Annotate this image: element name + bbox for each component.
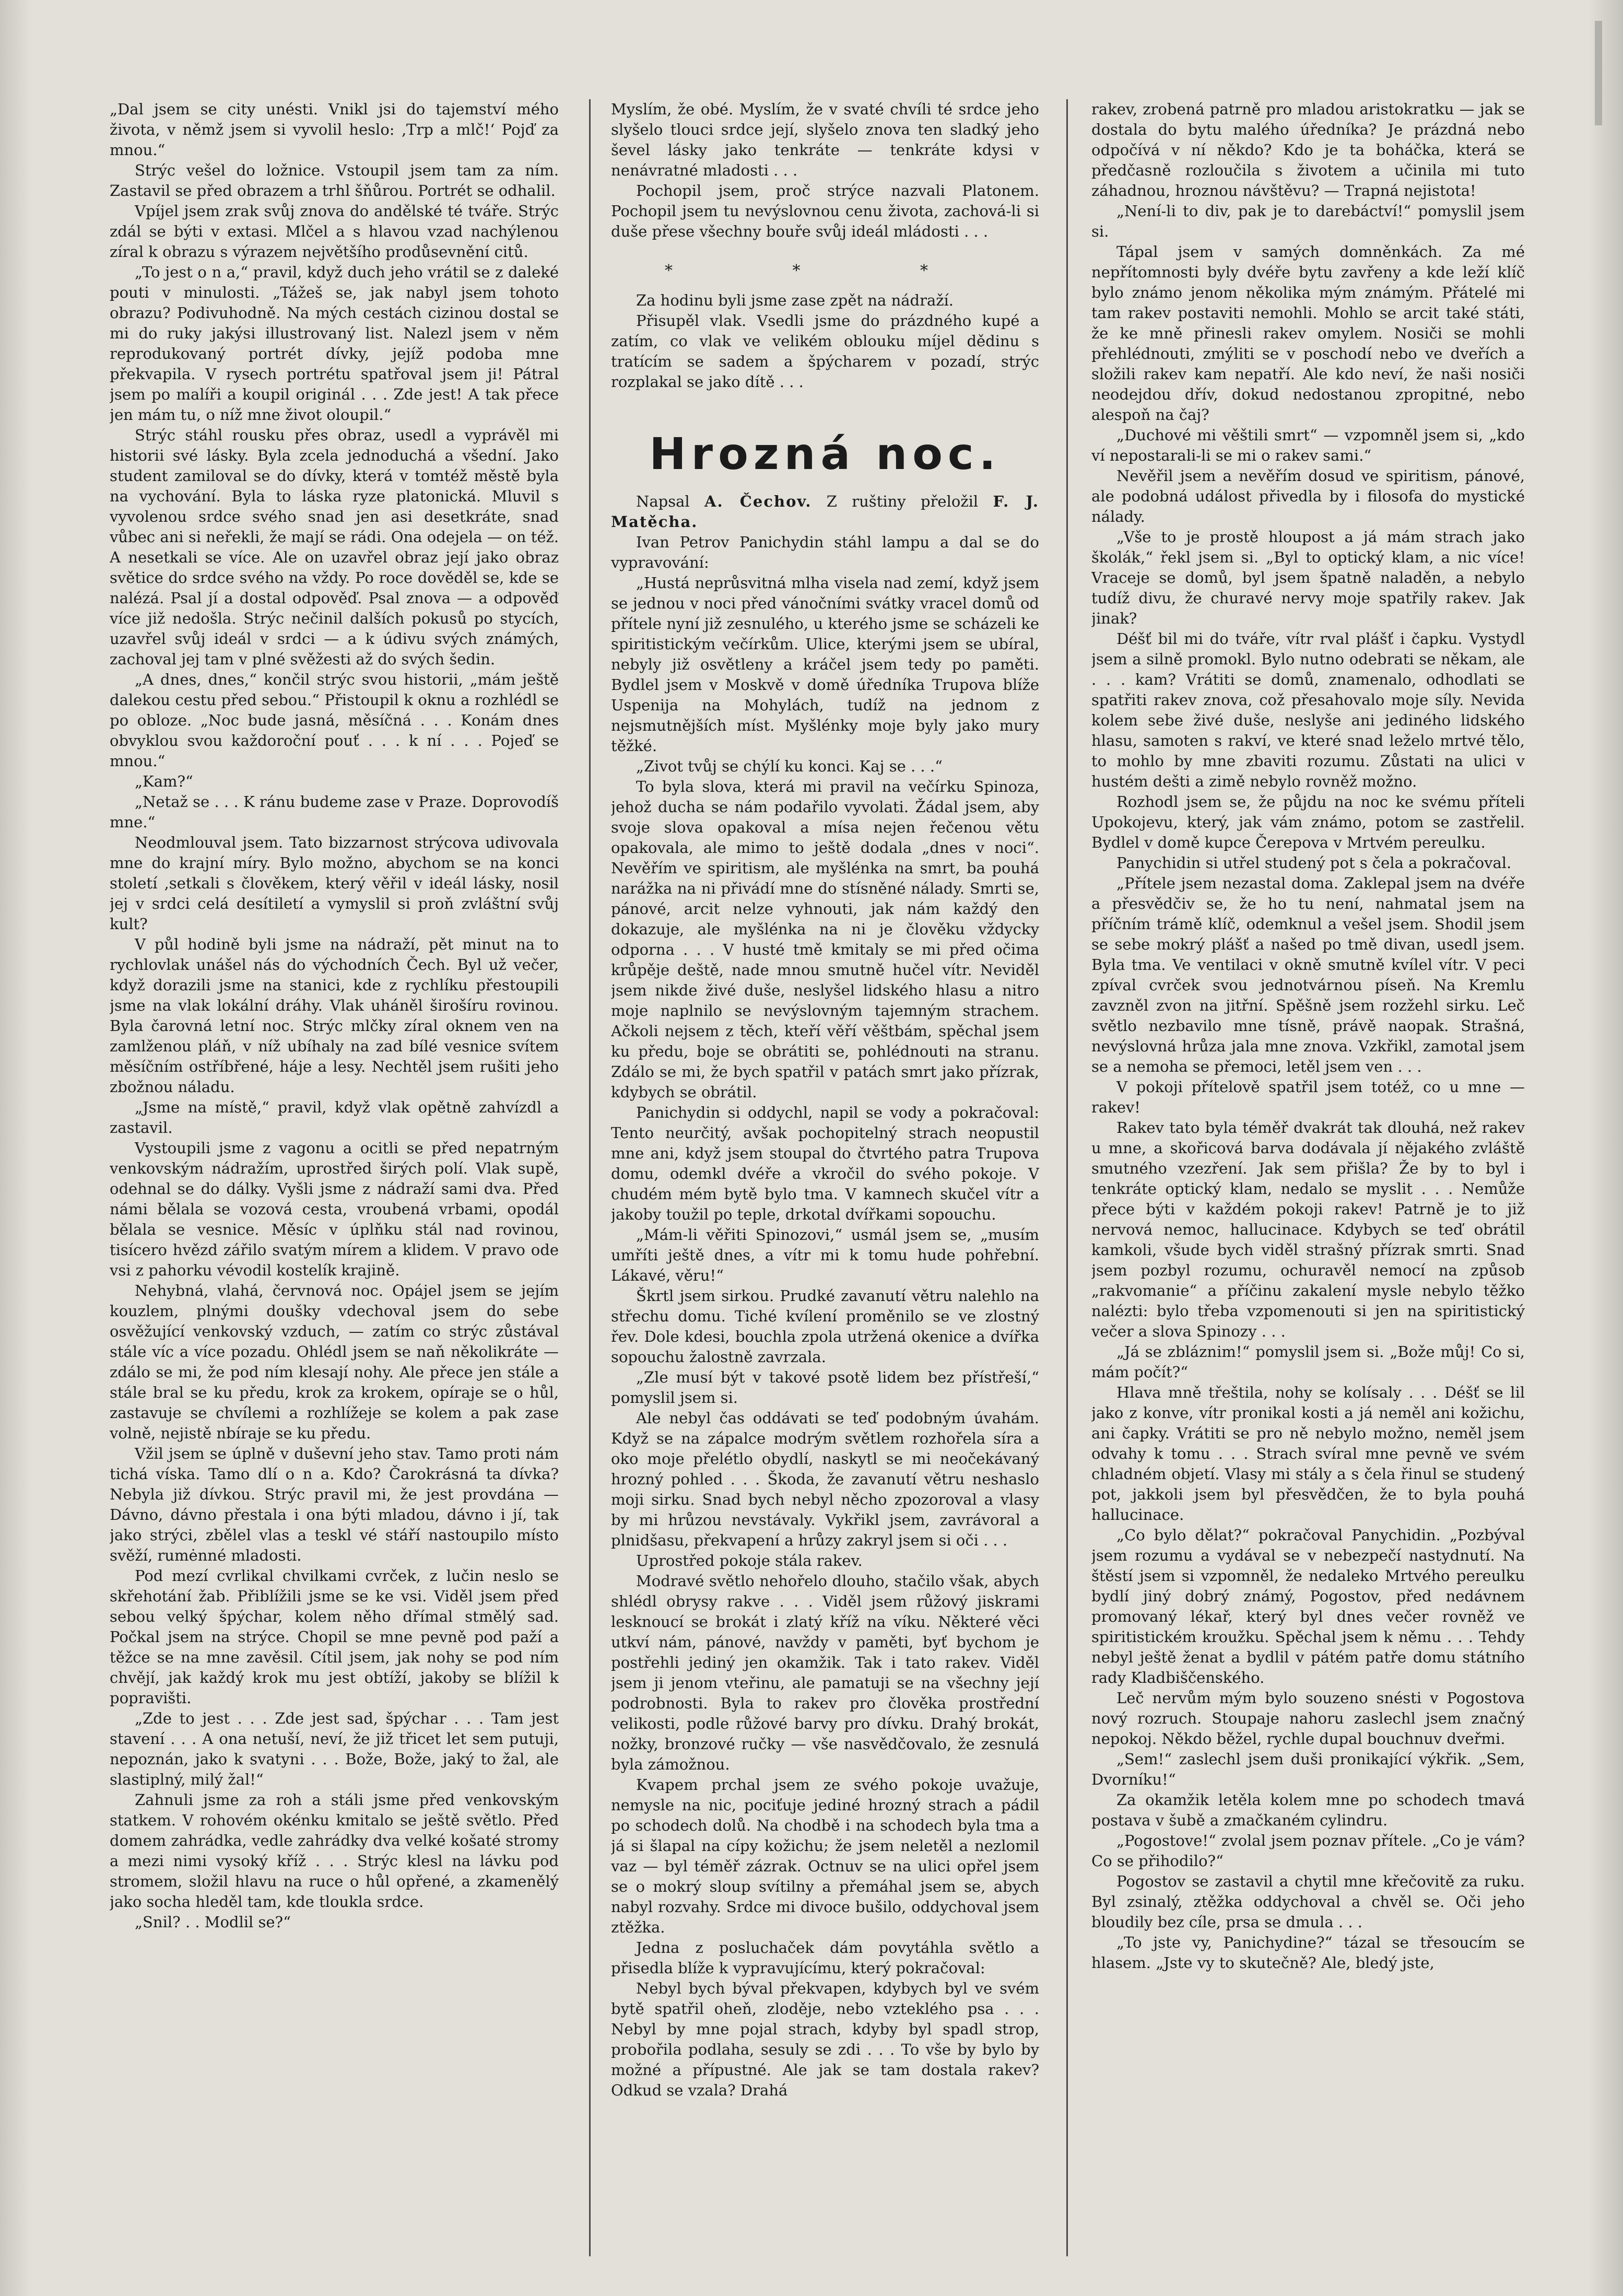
paragraph: „Kam?“ bbox=[135, 772, 193, 790]
paragraph: „Já se zbláznim!“ pomyslil jsem si. „Bože můj! Co si, mám počít?“ bbox=[1091, 1343, 1525, 1381]
column-1 bbox=[110, 99, 559, 2256]
paragraph: Neodmlouval jsem. Tato bizzarnost strýcova udivovala mne do krajní míry. Bylo možno, abychom se na konci století ,setkali s člověkem, který věřil v ideál lásky, nosil jej v srdci celá desítiletí a vymyslil si proň zvláštní svůj kult? bbox=[110, 834, 559, 933]
paragraph: Myslím, že obé. Myslím, že v svaté chvíli té srdce jeho slyšelo tlouci srdce její, slyšelo znova ten sladký jeho ševel lásky jako tenkráte — tenkráte kdysi v nenávratné mladosti . . . bbox=[611, 100, 1039, 179]
paragraph: Kvapem prchal jsem ze svého pokoje uvažuje, nemysle na nic, pociťuje jediné hrozný strach a pádil po schodech dolů. Na chodbě i na schodech byla tma a já si šlapal na cípy kožichu; že jsem neletěl a nezlomil vaz — byl téměř zázrak. Octnuv se na ulici opřel jsem se o mokrý sloup svítilny a přemáhal jsem se, abych nabyl rozvahy. Srdce mi divoce bušilo, oddychoval jsem ztěžka. bbox=[611, 1776, 1039, 1936]
paragraph: Nevěřil jsem a nevěřím dosud ve spiritism, pánové, ale podobná událost přivedla by i filosofa do mystické nálady. bbox=[1091, 467, 1525, 525]
paragraph: Za hodinu byli jsme zase zpět na nádraží. bbox=[636, 291, 954, 309]
paragraph: „Snil? . . Modlil se?“ bbox=[135, 1913, 291, 1931]
paragraph: „Není-li to div, pak je to darebáctví!“ pomyslil jsem si. bbox=[1091, 202, 1525, 240]
paragraph: „Jsme na místě,“ pravil, když vlak opětně zahvízdl a zastavil. bbox=[110, 1098, 559, 1137]
section-divider-stars: * * * bbox=[664, 262, 986, 280]
paragraph: Nehybná, vlahá, červnová noc. Opájel jsem se jejím kouzlem, plnými doušky vdechoval jsem do sebe osvěžující venkovský vzduch, — zatím co strýc zůstával stále víc a více pozadu. Ohlédl jsem se naň několikráte — zdálo se mi, že pod ním klesají nohy. Ale přece jen stále a stále bral se ku předu, krok za krokem, opíraje se o hůl, zastavuje se chvílemi a rozhlížeje se kolem a pak zase volně, nejistě nbíraje se ku předu. bbox=[110, 1282, 559, 1442]
paragraph: Pogostov se zastavil a chytil mne křečovitě za ruku. Byl zsinalý, ztěžka oddychoval a chvěl se. Oči jeho bloudily bez cíle, prsa se dmula . . . bbox=[1091, 1872, 1525, 1931]
paragraph: Panichydin si oddychl, napil se vody a pokračoval: Tento neurčitý, avšak pochopitelný strach neopustil mne ani, když jsem stoupal do čtvrtého patra Trupova domu, odemkl dvéře a vkročil do svého pokoje. V chudém mém bytě bylo tma. V kamnech skučel vítr a jakoby toužil po teple, drkotal dvířkami sopouchu. bbox=[611, 1104, 1039, 1223]
paragraph: „A dnes, dnes,“ končil strýc svou historii, „mám ještě dalekou cestu před sebou.“ Přistoupil k oknu a rozhlédl se po obloze. „Noc bude jasná, měsíčná . . . Konám dnes obvyklou svou každoroční pouť . . . k ní . . . Pojeď se mnou.“ bbox=[110, 671, 559, 770]
paragraph: Leč nervům mým bylo souzeno snésti v Pogostova nový rozruch. Stoupaje nahoru zaslechl jsem značný nepokoj. Někdo běžel, rychle dupal bouchnuv dveřmi. bbox=[1091, 1689, 1525, 1748]
paragraph: „Netaž se . . . K ránu budeme zase v Praze. Doprovodíš mne.“ bbox=[110, 793, 559, 831]
paragraph: Vžil jsem se úplně v duševní jeho stav. Tamo proti nám tichá víska. Tamo dlí o n a. Kdo? Čarokrásná ta dívka? Nebyla již dívkou. Strýc pravil mi, že jest provdána — Dávno, dávno přestala i ona býti mladou, dávno i jí, tak jako strýci, zbělel vlas a teskl vé stáří nastoupilo místo svěží, rumėnné mladosti. bbox=[110, 1445, 559, 1564]
paragraph: „Hustá neprůsvitná mlha visela nad zemí, když jsem se jednou v noci před vánočními svátky vracel domů od přítele nyní již zesnulého, u kterého jsme se scházeli ke spiritistickým večírkům. Ulice, kterými jsem se ubíral, nebyly již osvětleny a kráčel jsem tedy po paměti. Bydlel jsem v Moskvě v domě úředníka Trupova blíže Uspenija na Mohylách, tudíž na jednom z nejsmutnějších míst. Myšlénky moje byly jako mury těžké. bbox=[611, 574, 1039, 755]
byline-prefix: Napsal bbox=[636, 493, 690, 510]
paragraph: Vpíjel jsem zrak svůj znova do andělské té tváře. Strýc zdál se býti v extasi. Mlčel a s hlavou vzad nachýlenou zíral k obrazu s výrazem největšího prodůsevnění citů. bbox=[110, 202, 559, 261]
paragraph: Strýc vešel do ložnice. Vstoupil jsem tam za ním. Zastavil se před obrazem a trhl šňůrou. Portrét se odhalil. bbox=[110, 161, 559, 200]
paragraph: Uprostřed pokoje stála rakev. bbox=[636, 1552, 863, 1569]
translator-name: F. J. Matěcha. bbox=[611, 493, 1039, 531]
paragraph: „Dal jsem se city unésti. Vnikl jsi do tajemství mého života, v němž jsem si vyvolil heslo: ‚Trp a mlč!‘ Pojď za mnou.“ bbox=[110, 100, 559, 159]
column-rule bbox=[1066, 99, 1068, 2256]
paragraph: „Sem!“ zaslechl jsem duši pronikající výkřik. „Sem, Dvorníku!“ bbox=[1091, 1750, 1525, 1788]
paragraph: Jedna z posluchaček dám povytáhla světlo a přisedla blíže k vypravujícímu, který pokračoval: bbox=[611, 1939, 1039, 1977]
paragraph: „Duchové mi věštili smrt“ — vzpomněl jsem si, „kdo ví nepostarali-li se mi o rakev sami.“ bbox=[1091, 426, 1525, 464]
column-2 bbox=[611, 99, 1039, 2256]
paragraph: Přisupěl vlak. Vsedli jsme do prázdného kupé a zatím, co vlak ve velikém oblouku míjel dědinu s tratícím se sadem a špýcharem v pozadí, strýc rozplakal se jako dítě . . . bbox=[611, 312, 1039, 391]
paragraph: Vystoupili jsme z vagonu a ocitli se před nepatrným venkovským nádražím, uprostřed širých polí. Vlak supě, odehnal se do dálky. Vyšli jsme z nádraží sami dva. Před námi bělala se vozová cesta, vroubená vrbami, opodál bělala se vesnice. Měsíc v úplňku stál nad rovinou, tisícero hvězd zářilo svatým mírem a klidem. V pravo ode vsi z pahorku vévodil kostelík krajině. bbox=[110, 1139, 559, 1279]
story-byline bbox=[611, 491, 1039, 532]
paragraph: „To jste vy, Panichydine?“ tázal se třesoucím se hlasem. „Jste vy to skutečně? Ale, bledý jste, bbox=[1091, 1934, 1525, 1972]
paragraph: „Pogostove!“ zvolal jsem poznav přítele. „Co je vám? Co se přihodilo?“ bbox=[1091, 1832, 1525, 1870]
paragraph: „Co bylo dělat?“ pokračoval Panychidin. „Pozbýval jsem rozumu a vydával se v nebezpečí nastydnutí. Na štěstí jsem si vzpomněl, že nedaleko Mrtvého pereulku bydlí jiný dobrý známý, Pogostov, před nedávnem promovaný lékař, který byl dnes večer rovněž ve spiritistickém kroužku. Spěchal jsem k němu . . . Tehdy nebyl ještě ženat a bydlil v pátém patře domu státního rady Kladbiščenského. bbox=[1091, 1526, 1525, 1686]
paragraph: „Vše to je prostě hloupost a já mám strach jako školák,“ řekl jsem si. „Byl to optický klam, a nic více! Vraceje se domů, byl jsem špatně naladěn, a nebylo tudíž divu, že churavé nervy moje spatřily rakev. Jak jinak? bbox=[1091, 528, 1525, 627]
paragraph: „Přítele jsem nezastal doma. Zaklepal jsem na dvéře a přesvědčiv se, že ho tu není, nahmatal jsem na příčním trámě klíč, odemknul a vešel jsem. Shodil jsem se sebe mokrý plášť a našed po tmě divan, usedl jsem. Byla tma. Ve ventilaci v okně smutně kvílel vítr. V peci zpíval cvrček svou jednotvárnou píseň. Na Kremlu zavzněl zvon na jitřní. Spěšně jsem rozžehl sirku. Leč světlo nezbavilo mne tísně, právě naopak. Strašná, nevýslovná hrůza jala mne znova. Vzkřikl, zamotal jsem se a nemoha se přemoci, letěl jsem ven . . . bbox=[1091, 874, 1525, 1075]
paragraph: Škrtl jsem sirkou. Prudké zavanutí větru nalehlo na střechu domu. Tiché kvílení proměnilo se ve zlostný řev. Dole kdesi, bouchla zpola utržená okenice a dvířka sopouchu žalostně zavrzala. bbox=[611, 1287, 1039, 1366]
paragraph: rakev, zrobená patrně pro mladou aristokratku — jak se dostala do bytu malého úředníka? Je prázdná nebo odpočívá v ní někdo? Kdo je ta boháčka, která se předčasně rozloučila s životem a učinila mi tuto záhadnou, hroznou návštěvu? — Trapná nejistota! bbox=[1091, 100, 1525, 200]
byline-middle: Z ruštiny přeložil bbox=[826, 493, 979, 510]
paragraph: Strýc stáhl rousku přes obraz, usedl a vyprávěl mi historii své lásky. Byla zcela jednoduchá a všední. Jako student zamiloval se do dívky, která v tomtéž městě byla na vychování. Byla to láska ryze platonická. Mluvil s vyvolenou srdce svého snad jen asi desetkráte, snad vůbec ani si neřekli, že mají se rádi. Ona odejela — on též. A nesetkali se více. Ale on uzavřel obraz její jako obraz světice do srdce svého na vždy. Po roce dověděl se, kde se nalézá. Psal jí a dostal odpověď. Psal znova — a odpověď více již nedošla. Strýc nečinil dalších pokusů po stycích, uzavřel svůj ideál v srdci — a k údivu svých známých, zachoval jej tam v plné svěžesti až do svých šedin. bbox=[110, 426, 559, 668]
paragraph: Rozhodl jsem se, že půjdu na noc ke svému příteli Upokojevu, který, jak vám známo, potom se zastřelil. Bydlel v domě kupce Čerepova v Mrtvém pereulku. bbox=[1091, 793, 1525, 851]
paragraph: Hlava mně třeštila, nohy se kolísaly . . . Déšť se lil jako z konve, vítr pronikal kosti a já neměl ani kožichu, ani čapky. Vrátiti se pro ně nebylo možno, neměl jsem odvahy k tomu . . . Strach svíral mne pevně ve svém chladném objetí. Vlasy mi stály a s čela řinul se studený pot, jakkoli jsem byl přesvědčen, že to byla pouhá hallucinace. bbox=[1091, 1384, 1525, 1524]
paragraph: Rakev tato byla téměř dvakrát tak dlouhá, než rakev u mne, a skořicová barva dodávala jí nějakého zvláště smutného vzezření. Jak sem přišla? Že by to byl i tenkráte optický klam, nedalo se myslit . . . Nemůže přece býti v každém pokoji rakev! Patrně je to již nervová nemoc, hallucinace. Kdybych se teď obrátil kamkoli, všude bych viděl strašný přízrak smrti. Snad jsem pozbyl rozumu, ochuravěl nemocí na způsob „rakvomanie“ a příčinu zakalení mysle nebylo těžko nalézti: bylo třeba vzpomenouti si jen na spiritistický večer a slova Spinozy . . . bbox=[1091, 1119, 1525, 1340]
paragraph: Pod mezí cvrlikal chvilkami cvrček, z lučin neslo se skřehotání žab. Přiblížili jsme se ke vsi. Viděl jsem před sebou velký špýchar, kolem něho dřímal stmělý sad. Počkal jsem na strýce. Chopil se mne pevně pod paží a těžce se na mne zavěsil. Cítil jsem, jak nohy se pod ním chvějí, jak každý krok mu jest obtíží, jakoby se blížil k popravišti. bbox=[110, 1567, 559, 1707]
paragraph: Déšť bil mi do tváře, vítr rval plášť i čapku. Vystydl jsem a silně promokl. Bylo nutno odebrati se někam, ale . . . kam? Vrátiti se domů, znamenalo, odhodlati se spatřiti rakev znova, což přesahovalo moje síly. Nevida kolem sebe živé duše, neslyše ani jediného lidského hlasu, samoten s rakví, ve které snad leželo mrtvé tělo, to mohlo by mne zbaviti rozumu. Zůstati na ulici v hustém dešti a zimě nebylo rovněž možno. bbox=[1091, 630, 1525, 790]
paragraph: Ale nebyl čas oddávati se teď podobným úvahám. Když se na zápalce modrým světlem rozhořela síra a oko moje přelétlo obydlí, naskytl se mi neočekávaný hrozný pohled . . . Škoda, že zavanutí větru neshaslo moji sirku. Snad bych nebyl něcho zpozoroval a vlasy by mi hrůzou nevstávaly. Vykřikl jsem, zavrávoral a plnidšasu, překvapení a hrůzy zakryl jsem si oči . . . bbox=[611, 1409, 1039, 1549]
scan-edge-mark bbox=[1595, 21, 1602, 125]
paragraph: Ivan Petrov Panichydin stáhl lampu a dal se do vypravování: bbox=[611, 533, 1039, 571]
paragraph: Pochopil jsem, proč strýce nazvali Platonem. Pochopil jsem tu nevýslovnou cenu života, zachová-li si duše přese všechny bouře svůj ideál mládosti . . . bbox=[611, 182, 1039, 240]
author-name: A. Čechov. bbox=[704, 493, 812, 510]
newspaper-page bbox=[110, 99, 1525, 2256]
paragraph: „Mám-li věřiti Spinozovi,“ usmál jsem se, „musím umříti ještě dnes, a vítr mi k tomu hude pohřební. Lákavé, věru!“ bbox=[611, 1226, 1039, 1284]
paragraph: Modravé světlo nehořelo dlouho, stačilo však, abych shlédl obrysy rakve . . . Viděl jsem růžový jiskrami lesknoucí se brokát i zlatý kříž na víku. Některé věci utkví nám, pánové, navždy v paměti, byť bychom je postřehli jediný jen okamžik. Tak i tato rakev. Viděl jsem ji jenom vteřinu, ale pamatuji se na všechny její podrobnosti. Byla to rakev pro člověka prostřední velikosti, podle růžové barvy pro dívku. Drahý brokát, nožky, bronzové ručky — vše nasvědčovalo, že zesnulá byla zámožnou. bbox=[611, 1572, 1039, 1773]
paragraph: Panychidin si utřel studený pot s čela a pokračoval. bbox=[1116, 854, 1512, 872]
column-3 bbox=[1091, 99, 1525, 2256]
paragraph: „Zle musí být v takové psotě lidem bez přístřeší,“ pomyslil jsem si. bbox=[611, 1368, 1039, 1407]
paragraph: „Zde to jest . . . Zde jest sad, špýchar . . . Tam jest stavení . . . A ona netuší, neví, že již třicet let sem putuji, nepoznán, jako k svatyni . . . Bože, Bože, jaký to žal, ale slastiplný, milý žal!“ bbox=[110, 1709, 559, 1788]
paragraph: V půl hodině byli jsme na nádraží, pět minut na to rychlovlak unášel nás do východních Čech. Byl už večer, když dorazili jsme na stanici, kde z rychlíku přestoupili jsme na vlak lokální dráhy. Vlak uháněl širošíru rovinou. Byla čarovná letní noc. Strýc mlčky zíral oknem ven na zamlženou pláň, v níž ubíhaly na zad bílé vesnice svítem měsíčním ostříbřené, háje a lesy. Nechtěl jsem rušiti jeho zbožnou náladu. bbox=[110, 935, 559, 1096]
paragraph: Nebyl bych býval překvapen, kdybych byl ve svém bytě spatřil oheň, zloděje, nebo vzteklého psa . . . Nebyl by mne pojal strach, kdyby byl spadl strop, probořila podlaha, sesuly se zdi . . . To vše by bylo by možné a přípustné. Ale jak se tam dostala rakev? Odkud se vzala? Drahá bbox=[611, 1979, 1039, 2099]
paragraph: Zahnuli jsme za roh a stáli jsme před venkovským statkem. V rohovém okénku kmitalo se ještě světlo. Před domem zahrádka, vedle zahrádky dva velké košaté stromy a mezi nimi vysoký kříž . . . Strýc klesl na lávku pod stromem, složil hlavu na ruce o hůl opřené, a zkamenělý jako socha hleděl tam, kde tloukla srdce. bbox=[110, 1791, 559, 1911]
paragraph: Za okamžik letěla kolem mne po schodech tmavá postava v šubě a zmačkaném cylindru. bbox=[1091, 1791, 1525, 1829]
paragraph: To byla slova, která mi pravil na večírku Spinoza, jehož ducha se nám podařilo vyvolati. Žádal jsem, aby svoje slova opakoval a mísa nejen řečenou větu opakovala, ale mimo to ještě dodala „dnes v noci“. Nevěřím ve spiritism, ale myšlénka na smrt, ba pouhá narážka na ni přivádí mne do stísněné nálady. Smrti se, pánové, arcit nelze vyhnouti, jak nám každý den dokazuje, ale myšlénka na ni je člověku vždycky odporna . . . V husté tmě kmitaly se mi před očima krůpěje deště, nade mnou smutně hučel vítr. Neviděl jsem nikde živé duše, neslyšel lidského hlasu a nitro moje naplnilo se nevýslovným tajemným strachem. Ačkoli nejsem z těch, kteří věří věštbám, spěchal jsem ku předu, boje se obrátiti se, pohlédnouti na stranu. Zdálo se mi, že bych spatřil v patách smrt jako přízrak, kdybych se obrátil. bbox=[611, 778, 1039, 1101]
story-title: Hrozná noc. bbox=[649, 428, 1001, 479]
paragraph: Tápal jsem v samých domněnkách. Za mé nepřítomnosti byly dvéře bytu zavřeny a kde leží klíč bylo známo jenom několika mým známým. Přátelé mi tam rakev postaviti nemohli. Mohlo se arcit také státi, že ke mně přinesli rakev omylem. Nosiči se mohli přehlédnouti, zmýliti se v poschodí nebo ve dveřích a složili rakev kam nepatří. Ale kdo neví, že naši nosiči neodejdou dřív, dokud nedostanou zpropitné, nebo alespoň na čaj? bbox=[1091, 243, 1525, 424]
paragraph: V pokoji přítelově spatřil jsem totéž, co u mne — rakev! bbox=[1091, 1078, 1525, 1116]
column-rule bbox=[589, 99, 591, 2256]
paragraph: „To jest o n a,“ pravil, když duch jeho vrátil se z daleké pouti v minulosti. „Tážeš se, jak nabyl jsem tohoto obrazu? Podivuhodně. Na mých cestách cizinou dostal se mi do ruky jakýsi illustrovaný list. Nalezl jsem v něm reprodukovaný portrét dívky, jejíž podoba mne překvapila. V rysech portrétu spatřoval jsem ji! Pátral jsem po malíři a koupil originál . . . Zde jest! A tak přece jen mám tu, o níž mne život oloupil.“ bbox=[110, 263, 559, 424]
paragraph: „Zivot tvůj se chýlí ku konci. Kaj se . . .“ bbox=[636, 757, 943, 775]
